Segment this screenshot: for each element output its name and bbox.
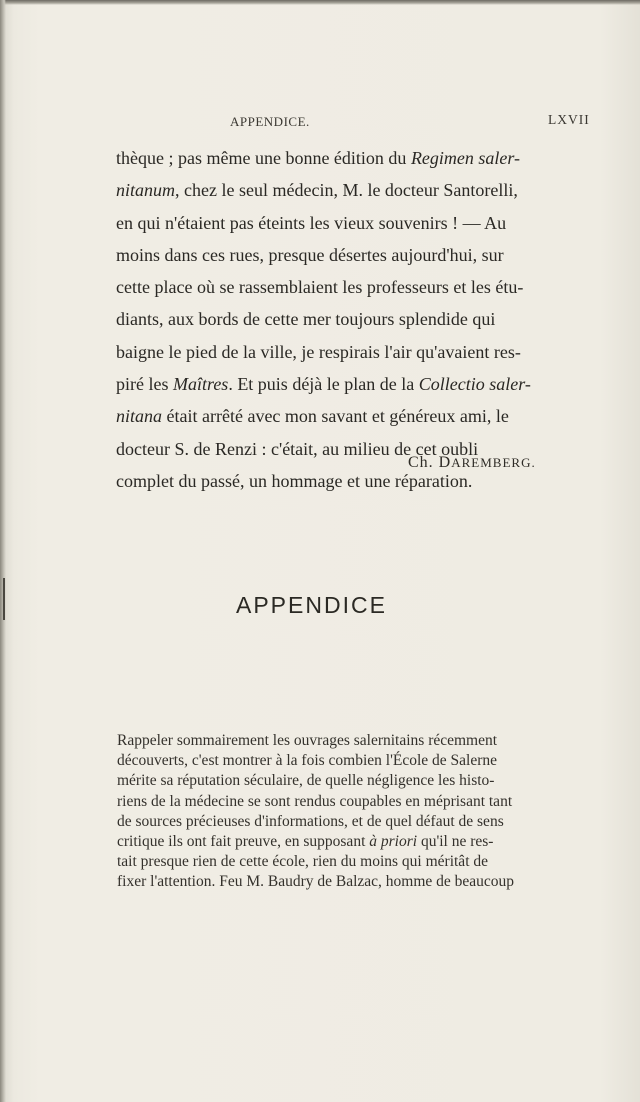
- text-line: thèque ; pas même une bonne édition du Regimen saler-: [116, 148, 521, 168]
- text-line: docteur S. de Renzi : c'était, au milieu de cet oubli: [116, 438, 479, 459]
- text-line: de sources précieuses d'informations, et de quel défaut de sens: [117, 812, 504, 830]
- text-line: découverts, c'est montrer à la fois combien l'École de Salerne: [117, 752, 498, 770]
- text-line: mérite sa réputation séculaire, de quelle négligence les histo-: [117, 772, 495, 790]
- author-signature: Ch. DAREMBERG.: [408, 454, 536, 471]
- text-line: baigne le pied de la ville, je respirais l'air qu'avaient res-: [116, 341, 521, 362]
- page-binding-edge: [0, 0, 6, 1102]
- text-line: diants, aux bords de cette mer toujours splendide qui: [116, 309, 496, 330]
- text-line: moins dans ces rues, presque désertes aujourd'hui, sur: [116, 244, 504, 265]
- page-number: LXVII: [548, 112, 590, 127]
- text-line: riens de la médecine se sont rendus coupables en méprisant tant: [117, 792, 513, 810]
- text-line: critique ils ont fait preuve, en supposant à priori qu'il ne res-: [117, 832, 494, 850]
- text-line: piré les Maîtres. Et puis déjà le plan de la Collectio saler-: [116, 374, 531, 395]
- text-line: en qui n'étaient pas éteints les vieux souvenirs ! — Au: [116, 212, 507, 233]
- text-line: nitana était arrêté avec mon savant et généreux ami, le: [116, 406, 509, 427]
- text-line: tait presque rien de cette école, rien du moins qui méritât de: [117, 853, 489, 871]
- running-head: APPENDICE.: [230, 114, 310, 129]
- body-paragraph: [116, 142, 628, 497]
- text-line: fixer l'attention. Feu M. Baudry de Balzac, homme de beaucoup: [117, 873, 515, 891]
- margin-mark: [3, 578, 5, 620]
- text-line: Rappeler sommairement les ouvrages salernitains récemment: [117, 732, 498, 749]
- text-line: complet du passé, un hommage et une réparation.: [116, 470, 473, 491]
- page-top-shadow: [0, 0, 640, 5]
- appendix-paragraph: [117, 731, 629, 893]
- text-line: nitanum, chez le seul médecin, M. le docteur Santorelli,: [116, 180, 518, 201]
- appendix-heading: APPENDICE: [236, 592, 387, 618]
- text-line: cette place où se rassemblaient les professeurs et les étu-: [116, 277, 524, 298]
